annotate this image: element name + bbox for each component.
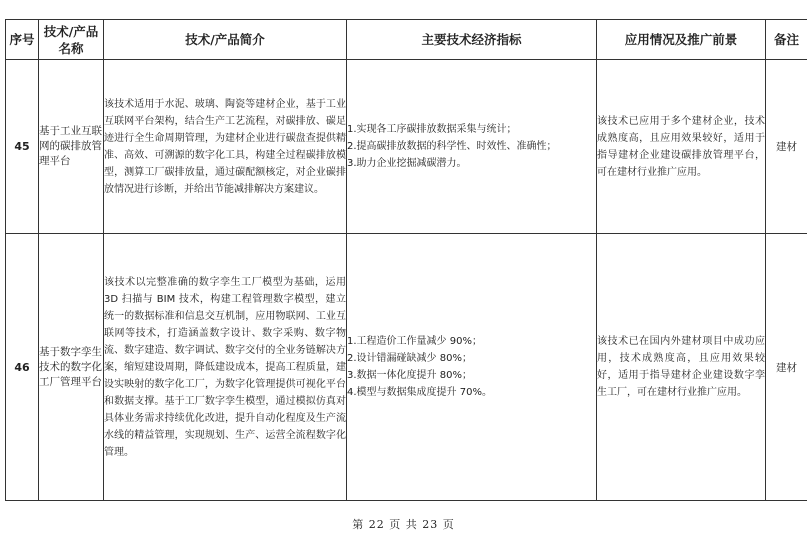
- row-note: 建材: [766, 60, 807, 234]
- row-note: 建材: [766, 234, 807, 501]
- row-no: 45: [6, 60, 39, 234]
- row-intro: 该技术以完整准确的数字孪生工厂模型为基础，运用 3D 扫描与 BIM 技术，构建工程管理数字模型，建立统一的数据标准和信息交互机制，应用物联网、工业互联网等技术，打造涵盖数字设计、数字采购、数字物流、数字建造、数字调试、数字交付的全业务链解决方案，缩短建设周期，降低建设成本，提高工程质量，建设实映射的数字化工厂，为数字化管理提供可视化平台和数据支撑。基于工厂数字孪生模型，通过模拟仿真对具体业务需求持续优化改进，提升自动化程度及生产流水线的精益管理，实现规划、生产、运营全流程数字化管理。: [104, 234, 347, 501]
- table-row: [6, 234, 807, 501]
- header-intro: 技术/产品简介: [104, 20, 347, 60]
- row-indicators: [347, 234, 597, 501]
- page-number-footer: 第 22 页 共 23 页: [352, 518, 455, 531]
- header-indicators: 主要技术经济指标: [347, 20, 597, 60]
- indicator-item: 2.设计错漏碰缺减少 80%；: [347, 353, 472, 364]
- indicator-item: 1.实现各工序碳排放数据采集与统计；: [347, 124, 517, 135]
- row-application: 该技术已应用于多个建材企业，技术成熟度高，且应用效果较好，适用于指导建材企业建设碳排放管理平台，可在建材行业推广应用。: [597, 60, 766, 234]
- table-header-row: [6, 20, 807, 60]
- row-name: 基于工业互联网的碳排放管理平台: [39, 60, 104, 234]
- indicator-item: 2.提高碳排放数据的科学性、时效性、准确性；: [347, 141, 557, 152]
- row-indicators: [347, 60, 597, 234]
- row-intro: 该技术适用于水泥、玻璃、陶瓷等建材企业，基于工业互联网平台架构，结合生产工艺流程，对碳排放、碳足迹进行全生命周期管理，为建材企业进行碳盘查提供精准、高效、可溯源的数字化工具，构建全过程碳排放模型，测算工厂碳排放量，通过碳配额核定，对企业碳排放情况进行诊断，并给出节能减排解决方案建议。: [104, 60, 347, 234]
- header-application: 应用情况及推广前景: [597, 20, 766, 60]
- technology-catalog-table: [5, 19, 807, 501]
- header-no: 序号: [6, 20, 39, 60]
- table-row: [6, 60, 807, 234]
- indicator-item: 3.助力企业挖掘减碳潜力。: [347, 158, 467, 169]
- indicator-item: 3.数据一体化度提升 80%；: [347, 370, 472, 381]
- header-name: 技术/产品名称: [39, 20, 104, 60]
- indicator-item: 1.工程造价工作量减少 90%；: [347, 336, 482, 347]
- row-application: 该技术已在国内外建材项目中成功应用，技术成熟度高，且应用效果较好，适用于指导建材企业建设数字孪生工厂，可在建材行业推广应用。: [597, 234, 766, 501]
- row-name: 基于数字孪生技术的数字化工厂管理平台: [39, 234, 104, 501]
- row-no: 46: [6, 234, 39, 501]
- header-note: 备注: [766, 20, 807, 60]
- indicator-item: 4.模型与数据集成度提升 70%。: [347, 387, 492, 398]
